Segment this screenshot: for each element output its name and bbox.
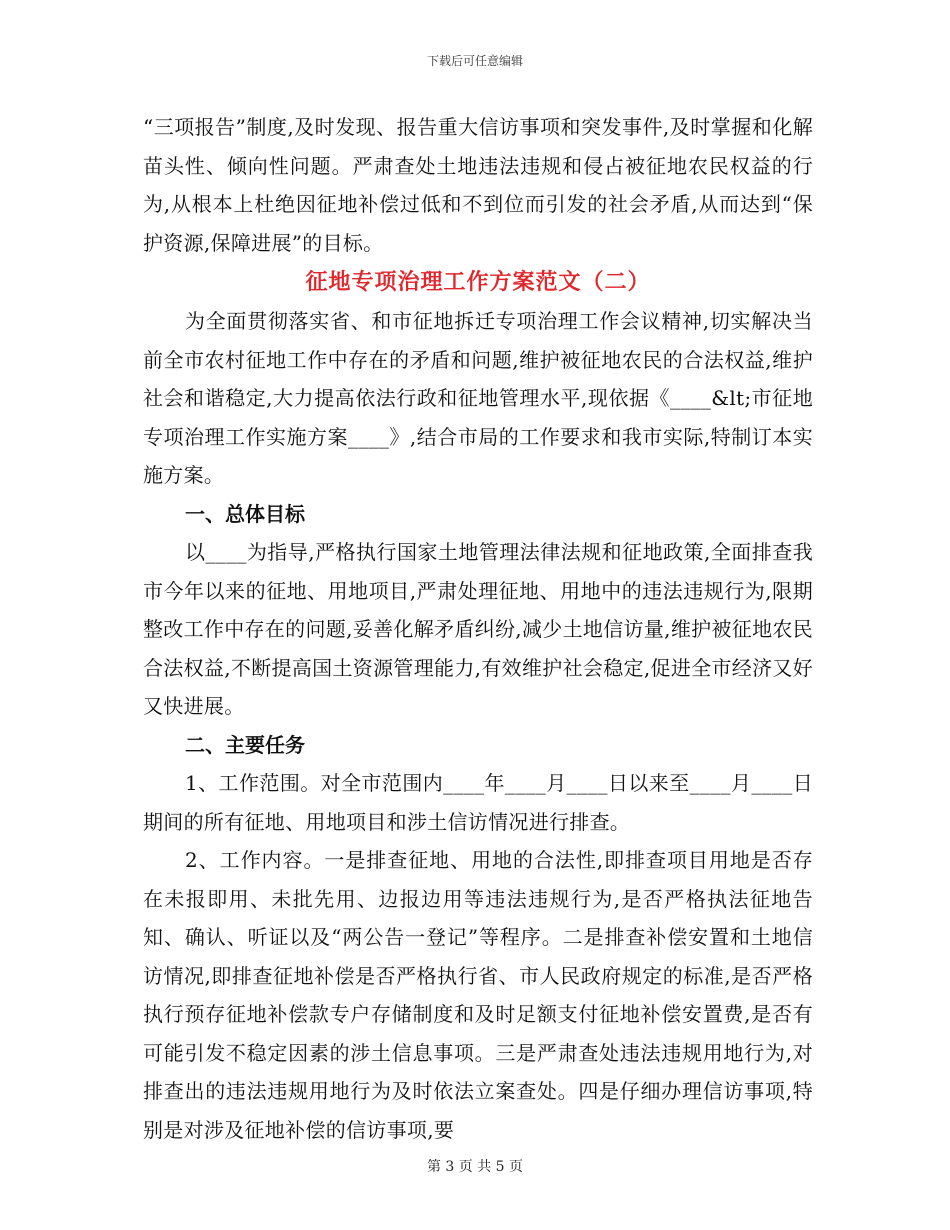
section-title: 征地专项治理工作方案范文（二） xyxy=(305,269,651,295)
paragraph-1: 为全面贯彻落实省、和市征地拆迁专项治理工作会议精神,切实解决当前全市农村征地工作中存在的矛盾和问题,维护被征地农民的合法权益,维护社会和谐稳定,大力提高依法行政和征地管理水平,现依据《____&lt;市征地专项治理工作实施方案____》,结合市局的工作要求和我市实际,特制订本实施方案。 xyxy=(143,309,813,487)
intro-paragraph: “三项报告”制度,及时发现、报告重大信访事项和突发事件,及时掌握和化解苗头性、倾向性问题。严肃查处土地违法违规和侵占被征地农民权益的行为,从根本上杜绝因征地补偿过低和不到位而引发的社会矛盾,从而达到“保护资源,保障进展”的目标。 xyxy=(143,115,813,255)
paragraph-4: 2、工作内容。一是排查征地、用地的合法性,即排查项目用地是否存在未报即用、未批先用、边报边用等违法违规行为,是否严格执法征地告知、确认、听证以及“两公告一登记”等程序。二是排查补偿安置和土地信访情况,即排查征地补偿是否严格执行省、市人民政府规定的标准,是否严格执行预存征地补偿款专户存储制度和及时足额支付征地补偿安置费,是否有可能引发不稳定因素的涉土信息事项。三是严肃查处违法违规用地行为,对排查出的违法违规用地行为及时依法立案查处。四是仔细办理信访事项,特别是对涉及征地补偿的信访事项,要 xyxy=(143,848,813,1142)
heading-main-tasks: 二、主要任务 xyxy=(185,732,305,757)
page-footer-number: 第 3 页 共 5 页 xyxy=(426,1159,524,1175)
page-header-note: 下载后可任意编辑 xyxy=(426,54,523,68)
paragraph-3: 1、工作范围。对全市范围内____年____月____日以来至____月____日期间的所有征地、用地项目和涉土信访情况进行排查。 xyxy=(143,771,813,834)
document-body xyxy=(143,108,813,1149)
paragraph-2: 以____为指导,严格执行国家土地管理法律法规和征地政策,全面排查我市今年以来的征地、用地项目,严肃处理征地、用地中的违法违规行为,限期整改工作中存在的问题,妥善化解矛盾纠纷,减少土地信访量,维护被征地农民合法权益,不断提高国土资源管理能力,有效维护社会稳定,促进全市经济又好又快进展。 xyxy=(143,540,813,718)
heading-overall-goal: 一、总体目标 xyxy=(185,501,305,526)
